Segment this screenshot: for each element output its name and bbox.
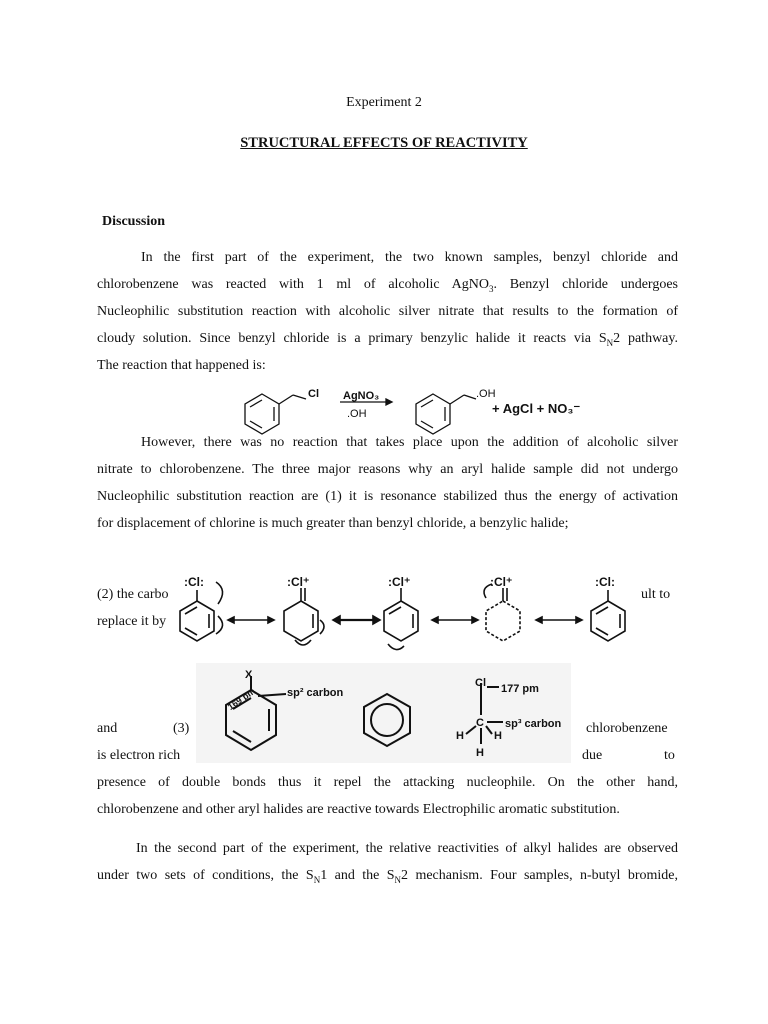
resonance-cl-3: :Cl⁺ xyxy=(388,575,411,589)
fig3-sp3-label: sp³ carbon xyxy=(505,718,562,730)
para3-line2: replace it by xyxy=(97,614,167,629)
resonance-cl-2: :Cl⁺ xyxy=(287,575,310,589)
para2-line1: However, there was no reaction that takes place upon the addition of alcoholic silver xyxy=(141,435,678,450)
para4-line2-start: is electron rich xyxy=(97,748,181,763)
benzyl-cl-label: Cl xyxy=(308,388,319,400)
para2-line4: for displacement of chlorine is much greater than benzyl chloride, a benzylic halide; xyxy=(97,516,569,531)
para4-line4: chlorobenzene and other aryl halides are reactive towards Electrophilic aromatic substitution. xyxy=(97,802,620,817)
resonance-cl-5: :Cl: xyxy=(595,575,615,589)
para1-line2: chlorobenzene was reacted with 1 ml of alcoholic AgNO$_3$. Benzyl chloride undergoes xyxy=(97,277,678,294)
fig3-h-right: H xyxy=(494,730,502,742)
para1-line4: cloudy solution. Since benzyl chloride is a primary benzylic halide it reacts via $S_N2$ pathway. xyxy=(97,331,678,348)
product-oh: .OH xyxy=(476,388,496,400)
para2-line2: nitrate to chlorobenzene. The three major reasons why an aryl halide sample did not undergo xyxy=(97,462,678,477)
fig3-h-bottom: H xyxy=(476,747,484,759)
para4-line2-due: due xyxy=(582,748,603,763)
para1-line3: Nucleophilic substitution reaction with alcoholic silver nitrate that results to the formation of xyxy=(97,304,678,319)
para4-line2-to: to xyxy=(664,748,675,763)
reaction-scheme xyxy=(0,375,768,435)
fig3-sp2-label: sp² carbon xyxy=(287,687,344,699)
para5-line2: under two sets of conditions, the $S_N1$ and the $S_N2$ mechanism. Four samples, n-butyl bromide, xyxy=(97,868,678,885)
fig3-c-label: C xyxy=(476,717,484,729)
para4-word: chlorobenzene xyxy=(586,721,668,736)
para1-line1: In the first part of the experiment, the two known samples, benzyl chloride and xyxy=(141,250,678,265)
experiment-label: Experiment 2 xyxy=(346,95,422,110)
fig3-cl-label: Cl xyxy=(475,677,486,689)
resonance-cl-4: :Cl⁺ xyxy=(490,575,513,589)
product-side: + AgCl + NO₃⁻ xyxy=(492,401,581,416)
para3-line1-start: (2) the carbo xyxy=(97,587,169,602)
fig3-h-left: H xyxy=(456,730,464,742)
para1-line5: The reaction that happened is: xyxy=(97,358,266,373)
resonance-cl-1: :Cl: xyxy=(184,575,204,589)
para4-and: and xyxy=(97,721,118,736)
reagent-oh: .OH xyxy=(347,408,367,420)
para3-line1-end: ult to xyxy=(641,587,671,602)
para5-line1: In the second part of the experiment, the relative reactivities of alkyl halides are observed xyxy=(136,841,678,856)
page-title: STRUCTURAL EFFECTS OF REACTIVITY xyxy=(240,135,528,151)
para4-line3: presence of double bonds thus it repel the attacking nucleophile. On the other hand, xyxy=(97,775,678,790)
reagent-agno3: AgNO₃ xyxy=(343,390,380,402)
fig3-bond-length: 169 pm xyxy=(225,686,258,712)
section-heading: Discussion xyxy=(102,214,166,229)
fig3-177pm: 177 pm xyxy=(501,683,539,695)
para4-three: (3) xyxy=(173,721,190,736)
fig3-x-label: X xyxy=(245,669,253,681)
para2-line3: Nucleophilic substitution reaction are (1) it is resonance stabilized thus the energy of activation xyxy=(97,489,678,504)
